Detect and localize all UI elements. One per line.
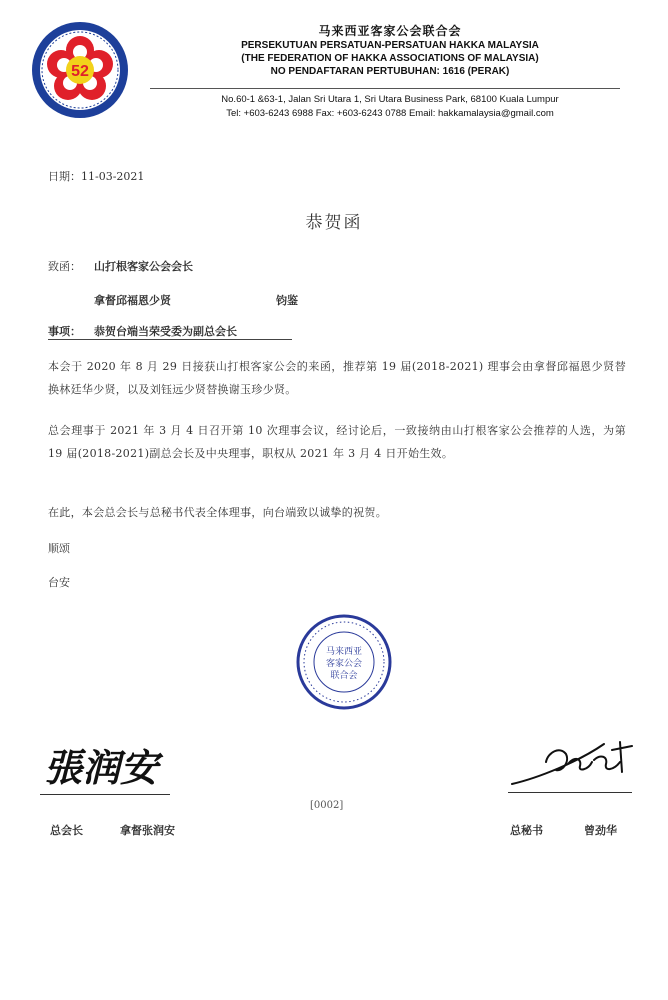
secretary-signature — [508, 732, 638, 792]
seal-line-1: 马来西亚 — [325, 647, 363, 657]
subject-underline — [48, 339, 292, 340]
subject-label: 事项： — [48, 325, 81, 338]
org-name-en: PERSEKUTUAN PERSATUAN-PERSATUAN HAKKA MALAYSIA — [241, 40, 539, 51]
seal-line-2: 客家公会 — [325, 659, 363, 669]
subject-value: 恭贺台端当荣受委为副总会长 — [94, 325, 237, 338]
secretary-name: 曾劲华 — [584, 824, 617, 837]
letter-date: 日期：11-03-2021 — [48, 170, 145, 183]
secretary-signature-line — [508, 792, 632, 793]
letter-title: 恭贺函 — [305, 213, 363, 233]
recipient-honorific: 钧鉴 — [276, 294, 298, 307]
seal-line-3: 联合会 — [330, 671, 358, 681]
to-value: 山打根客家公会会长 — [94, 260, 193, 273]
closing-line-2: 台安 — [48, 576, 70, 589]
letterhead-divider — [150, 88, 620, 89]
page-mark: [0002] — [310, 800, 344, 811]
org-address: No.60-1 &63-1, Jalan Sri Utara 1, Sri Utara Business Park, 68100 Kuala Lumpur — [221, 94, 559, 105]
president-title: 总会长 — [50, 824, 83, 837]
org-name-en-alt: (THE FEDERATION OF HAKKA ASSOCIATIONS OF MALAYSIA) — [241, 53, 539, 64]
logo-text: 52 — [71, 63, 89, 80]
federation-logo — [30, 20, 130, 120]
to-label: 致函： — [48, 260, 81, 273]
paragraph-3: 在此，本会总会长与总秘书代表全体理事，向台端致以诚挚的祝贺。 — [48, 506, 387, 519]
org-contact: Tel: +603-6243 6988 Fax: +603-6243 0788 Email: hakkamalaysia@gmail.com — [226, 108, 554, 119]
recipient-name: 拿督邱福恩少贤 — [94, 294, 171, 307]
paragraph-2: 总会理事于 2021 年 3 月 4 日召开第 10 次理事会议，经讨论后，一致接纳由山打根客家公会推荐的人选，为第 19 届(2018-2021)副总会长及中央理事，职权从 2021 年 3 月 4 日开始生效。 — [48, 424, 626, 460]
president-signature-line — [40, 794, 170, 795]
secretary-title: 总秘书 — [510, 824, 543, 837]
paragraph-1: 本会于 2020 年 8 月 29 日接获山打根客家公会的来函，推荐第 19 届(2018-2021) 理事会由拿督邱福恩少贤替换林廷华少贤，以及刘钰远少贤替换谢玉珍少贤。 — [48, 360, 626, 396]
closing-line-1: 顺颂 — [48, 542, 70, 555]
registration-number: NO PENDAFTARAN PERTUBUHAN: 1616 (PERAK) — [270, 66, 510, 77]
president-name: 拿督张润安 — [120, 824, 175, 837]
official-seal — [296, 614, 392, 710]
org-name-cn: 马来西亚客家公会联合会 — [318, 24, 462, 38]
svg-text:張润安: 張润安 — [44, 745, 159, 790]
president-signature — [40, 735, 180, 795]
